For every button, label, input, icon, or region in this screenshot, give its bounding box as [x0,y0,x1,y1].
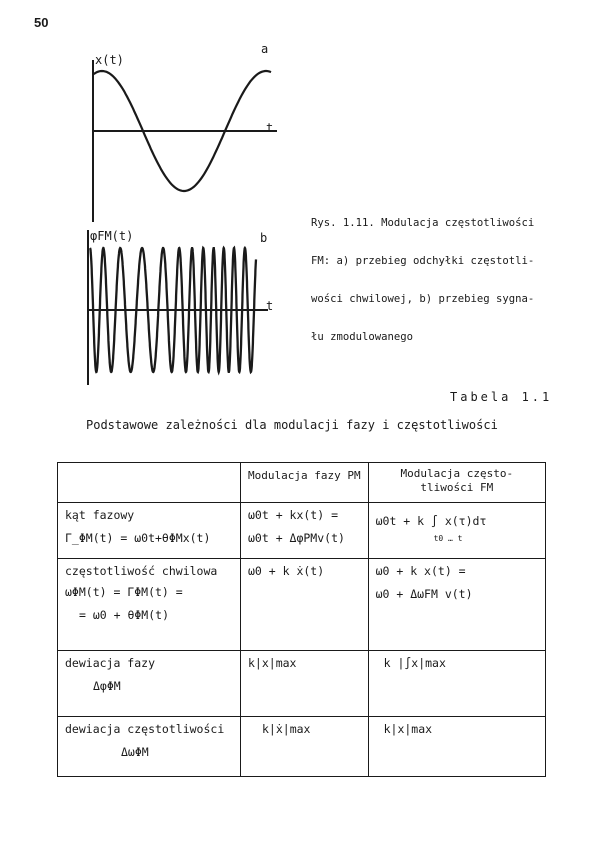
formula: ω0 + ΔωFM v(t) [375,587,473,601]
header-cell-empty [58,463,241,503]
table-row [58,717,546,777]
table-row [58,651,546,717]
formula: ω0t + kx(t) = [248,508,339,522]
row-label: częstotliwość chwilowa [65,564,218,578]
formula: ω0t + ΔφPMv(t) [248,531,345,545]
formula: Γ_ΦM(t) = ω0t+θΦMx(t) [65,531,211,545]
header-fm-line1: Modulacja często- [400,467,514,480]
axis-label-x-a: x(t) [95,53,124,67]
figure-1-11 [80,40,300,390]
fm-cell [368,559,545,651]
pm-cell [241,651,369,717]
table-title: Podstawowe zależności dla modulacji fazy i częstotliwości [86,418,498,432]
formula: ΔφΦM [93,679,121,693]
formula: ωΦM(t) = Γ̇ΦM(t) = [65,585,183,599]
pm-cell [241,503,369,559]
header-pm-label: Modulacja fazy PM [248,469,361,482]
formula: k|x|max [248,656,297,670]
row-label-cell [58,503,241,559]
formula: ω0t + k ∫ x(τ)dτ [375,514,487,528]
formula: k|ẋ|max [262,722,311,736]
header-cell-fm [368,463,545,503]
row-label-cell [58,651,241,717]
caption-line: FM: a) przebieg odchyłki częstotli- [311,254,535,267]
row-label: dewiacja fazy [65,656,156,670]
panel-label-b: b [260,231,268,245]
formula: k |∫x|max [383,656,446,670]
fm-cell [368,651,545,717]
table-label: Tabela 1.1 [450,390,553,404]
axis-label-t-a: t [266,121,274,135]
caption-line: Rys. 1.11. Modulacja częstotliwości [311,217,535,230]
caption-line: łu zmodulowanego [311,330,414,343]
caption-line: wości chwilowej, b) przebieg sygna- [311,292,535,305]
pm-cell [241,717,369,777]
figure-caption [311,192,571,356]
header-cell-pm [241,463,369,503]
formula: ω0 + k ẋ(t) [248,564,325,578]
fm-cell [368,503,545,559]
pm-cell [241,559,369,651]
table-row [58,503,546,559]
row-label-cell [58,717,241,777]
header-fm-line2: tliwości FM [420,481,494,494]
page-number: 50 [34,15,49,30]
table-row [58,559,546,651]
table-header-row [58,463,546,503]
row-label: dewiacja częstotliwości [65,722,225,736]
row-label: kąt fazowy [65,508,135,522]
row-label-cell [58,559,241,651]
formula: ΔωΦM [121,745,149,759]
formula: = ω0 + θ̇ΦM(t) [79,608,170,622]
formula: ω0 + k x(t) = [375,564,466,578]
axis-label-phi-b: φFM(t) [90,229,134,243]
fm-cell [368,717,545,777]
axis-label-t-b: t [266,299,274,313]
integral-limits: t0 … t [433,534,463,543]
panel-label-a: a [261,42,269,56]
formula: k|x|max [383,722,433,736]
relations-table [57,462,546,777]
